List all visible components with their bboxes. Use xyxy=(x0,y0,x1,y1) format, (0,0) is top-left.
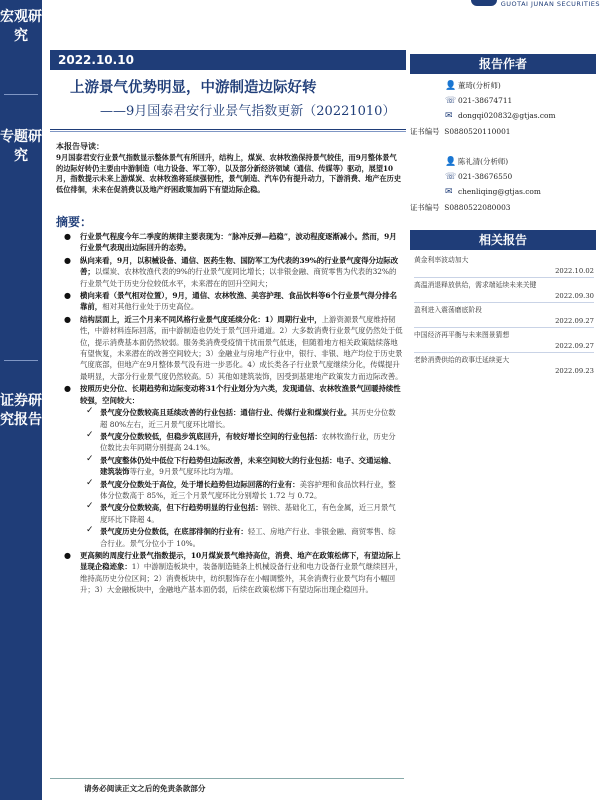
footer-divider xyxy=(50,778,404,779)
check-mark-icon: ✓ xyxy=(86,525,94,536)
sidebar-label-topic: 专题研究 xyxy=(0,129,42,164)
summary-heading: 摘要： xyxy=(56,215,93,229)
summary-bullet xyxy=(60,290,403,313)
summary-text: 更高频的周度行业景气指数提示，10月煤炭景气维持高位，消费、地产在政策松绑下，有望边际上显现企稳迹象： xyxy=(80,550,401,572)
related-report-title[interactable]: 中国经济再平衡与未来图景猜想 xyxy=(414,331,510,339)
bullet-dot-icon: ● xyxy=(64,384,71,394)
check-mark-icon: ✓ xyxy=(86,429,94,440)
related-report-title[interactable]: 高温消退释放供给，需求端延续未来关键 xyxy=(414,281,537,289)
report-date: 2022.10.10 xyxy=(58,53,134,67)
mail-icon: ✉ xyxy=(445,111,453,121)
title-rule xyxy=(50,131,406,132)
check-mark-icon: ✓ xyxy=(86,477,94,488)
related-report-date: 2022.10.02 xyxy=(555,267,594,275)
guide-heading: 本报告导读： xyxy=(56,141,104,151)
summary-bullet xyxy=(60,231,403,254)
summary-text: 景气度分位数处于高位，处于增长趋势但边际回落的行业有： xyxy=(100,479,300,489)
report-subtitle: ——9月国泰君安行业景气指数更新（20221010） xyxy=(100,104,396,119)
bullet-dot-icon: ● xyxy=(64,550,71,560)
summary-text: 景气度历史分位数低，在底部徘徊的行业有： xyxy=(100,527,248,537)
guide-text: 9月国泰君安行业景气指数显示整体景气有所回升，结构上，煤炭、农林牧渔保持景气较佳，而9月整体景气的边际好转仍主要由中游制造（电力设备、军工等），以及部分新经济领域（通信、传媒等）驱动，展望10月，指数提示未来上游煤炭、农林牧渔将延续强韧性，景气制造、汽车仍有提升动力，下游消费、地产在历史低位徘徊，未来在促消费以及地产纾困政策加码下有望边际企稳。 xyxy=(56,153,402,194)
summary-text: 景气度整体仍处中低位下行趋势但边际改善，未来空间较大的行业包括：电子、交通运输、建筑装饰 xyxy=(100,455,396,477)
bullet-dot-icon: ● xyxy=(64,255,71,265)
related-report-title[interactable]: 盈利进入震荡磨底阶段 xyxy=(414,306,482,314)
sidebar-divider xyxy=(4,94,38,95)
summary-text: 其历史分位数超 80%左右，近三月景气度环比增长。 xyxy=(100,408,396,429)
sidebar-label-macro: 宏观研究 xyxy=(0,9,42,44)
summary-text: 行业景气程度今年二季度的规律主要表现为：“脉冲反弹—趋稳”，波动程度逐渐减小。然而，9月行业景气表现出边际回升的态势。 xyxy=(80,232,397,253)
summary-text: 相对其他行业处于历史高位。 xyxy=(102,302,199,312)
sidebar-divider xyxy=(4,360,38,361)
phone-icon: ☏ xyxy=(445,172,457,182)
summary-text: 景气度分位数较高，但下行趋势明显的行业包括： xyxy=(100,503,263,513)
company-logo: GUOTAI JUNAN SECURITIES xyxy=(471,0,600,10)
bullet-dot-icon: ● xyxy=(64,232,71,241)
summary-text: 按照历史分位、长期趋势和边际变动将31个行业划分为六类，发现通信、农林牧渔景气回暖持续性较强，空间较大： xyxy=(80,384,401,405)
authors-heading: 报告作者 xyxy=(410,54,596,74)
summary-text: 结构层面上，近三个月来不同风格行业景气度延续分化：1）周期行业中， xyxy=(80,314,322,324)
authors-block xyxy=(410,80,596,220)
related-divider xyxy=(414,302,594,303)
summary-text: 农林牧渔行业，历史分位数比去年同期分别提高 24.1%。 xyxy=(100,431,396,453)
author-name: 👤 董琦(分析师) xyxy=(445,81,501,91)
summary-text: 上游资源景气度维持韧性，中游材料连际回落，而中游制造也仍处于景气回升通道。2）大多数消费行业景气度仍然处于低位，提示消费基本面仍然较弱。服务类消费受疫情干扰而景气低迷，但随着地方相关政策陆续落地有望恢复，未来潜在的改善空间较大；3）金融业与房地产行业中，银行、非银、地产均位于历史景气度底部，但地产在9月整体景气没有进一步恶化。4）成长类各子行业景气度继续分化，传媒提升最明显，大部分行业景气度仍然较高。5）其他如建筑装饰，因受到基建地产政策发力而边际改善。 xyxy=(80,314,403,381)
author-phone: ☏ 021-38676550 xyxy=(445,172,513,182)
related-report-date: 2022.09.27 xyxy=(555,317,594,325)
summary-sub-bullet xyxy=(60,526,403,549)
bullet-dot-icon: ● xyxy=(64,291,71,301)
summary-sub-bullet xyxy=(60,431,403,454)
summary-text: 纵向来看，9月，以积械设备、通信、医药生物、国防军工为代表的39%的行业景气度得分边际改善； xyxy=(80,255,399,277)
summary-bullet xyxy=(60,550,403,596)
author-cert: 证书编号 S0880522080003 xyxy=(410,203,511,212)
summary-text: 钢铁、基础化工，有色金属，近三月景气度环比下降超 4。 xyxy=(100,503,396,524)
summary-sub-bullet xyxy=(60,407,403,430)
summary-text: 1）中游制造板块中，装备制造链条上机械设备行业和电力设备行业景气继续回升，维持高历史分位区间；2）消费板块中，纺织服饰存在小幅调整外，其余消费行业景气均有小幅回升；3）大金融板块中，金融地产基本面仍弱，后续在政策松绑下有望边际出现企稳回升。 xyxy=(80,562,403,595)
related-divider xyxy=(414,327,594,328)
summary-bullet xyxy=(60,314,403,382)
logo-mark-icon xyxy=(471,0,497,6)
summary-sub-bullet xyxy=(60,479,403,502)
summary-text: 以煤炭、农林牧渔代表的9%的行业景气度同比增长；以非银金融、商贸零售为代表的32%的行业景气处于历史分位较低水平，未来潜在的回升空间大； xyxy=(80,267,397,288)
related-divider xyxy=(414,277,594,278)
summary-text: 景气度分位数较高且延续改善的行业包括：通信行业、传媒行业和煤炭行业。 xyxy=(100,408,352,418)
phone-icon: ☏ xyxy=(445,96,457,106)
check-mark-icon: ✓ xyxy=(86,453,94,464)
check-mark-icon: ✓ xyxy=(86,501,94,512)
sidebar-label-report: 证券研究报告 xyxy=(0,393,42,428)
author-name: 👤 陈礼清(分析师) xyxy=(445,157,509,167)
disclaimer-footer: 请务必阅读正文之后的免责条款部分 xyxy=(84,784,206,793)
check-mark-icon: ✓ xyxy=(86,406,94,417)
related-report-date: 2022.09.23 xyxy=(555,367,594,375)
person-icon: 👤 xyxy=(445,81,457,91)
related-report-title[interactable]: 老龄消费供给的政事迁延续更大 xyxy=(414,356,510,364)
mail-icon: ✉ xyxy=(445,187,453,197)
related-report-date: 2022.09.30 xyxy=(555,292,594,300)
author-email[interactable]: ✉ dongqi020832@gtjas.com xyxy=(445,111,556,121)
author-email[interactable]: ✉ chenliqing@gtjas.com xyxy=(445,187,541,197)
related-divider xyxy=(414,352,594,353)
related-reports xyxy=(414,254,594,374)
summary-bullet xyxy=(60,383,403,406)
report-title: 上游景气优势明显，中游制造边际好转 xyxy=(70,79,317,96)
summary-text: 等行业，9月景气度环比均为增。 xyxy=(129,467,238,477)
author-phone: ☏ 021-38674711 xyxy=(445,96,513,106)
related-report-date: 2022.09.27 xyxy=(555,342,594,350)
related-report-title[interactable]: 黄金利率波动加大 xyxy=(414,256,469,264)
summary-text: 美容护理和食品饮料行业，整体分位数高于 85%，近三个月景气度环比分别增长 1.72 与 0.72。 xyxy=(100,479,396,500)
person-icon: 👤 xyxy=(445,157,457,167)
summary-sub-bullet xyxy=(60,455,403,478)
title-rule xyxy=(50,129,406,130)
author-cert: 证书编号 S0880520110001 xyxy=(410,127,511,136)
related-heading: 相关报告 xyxy=(410,230,596,250)
summary-text: 景气度分位数较低，但稳步筑底回升，有较好增长空间的行业包括： xyxy=(100,431,322,441)
summary-text: 横向来看（景气相对位置），9月，通信、农林牧渔、美容护理、食品饮料等6个行业景气得分排名靠前， xyxy=(80,291,397,312)
summary-text: 轻工、房地产行业、非银金融、商贸零售、综合行业。景气分位小于 10%。 xyxy=(100,527,396,548)
bullet-dot-icon: ● xyxy=(64,314,71,324)
summary-bullet xyxy=(60,255,403,289)
summary-sub-bullet xyxy=(60,502,403,525)
summary-list xyxy=(60,231,403,597)
